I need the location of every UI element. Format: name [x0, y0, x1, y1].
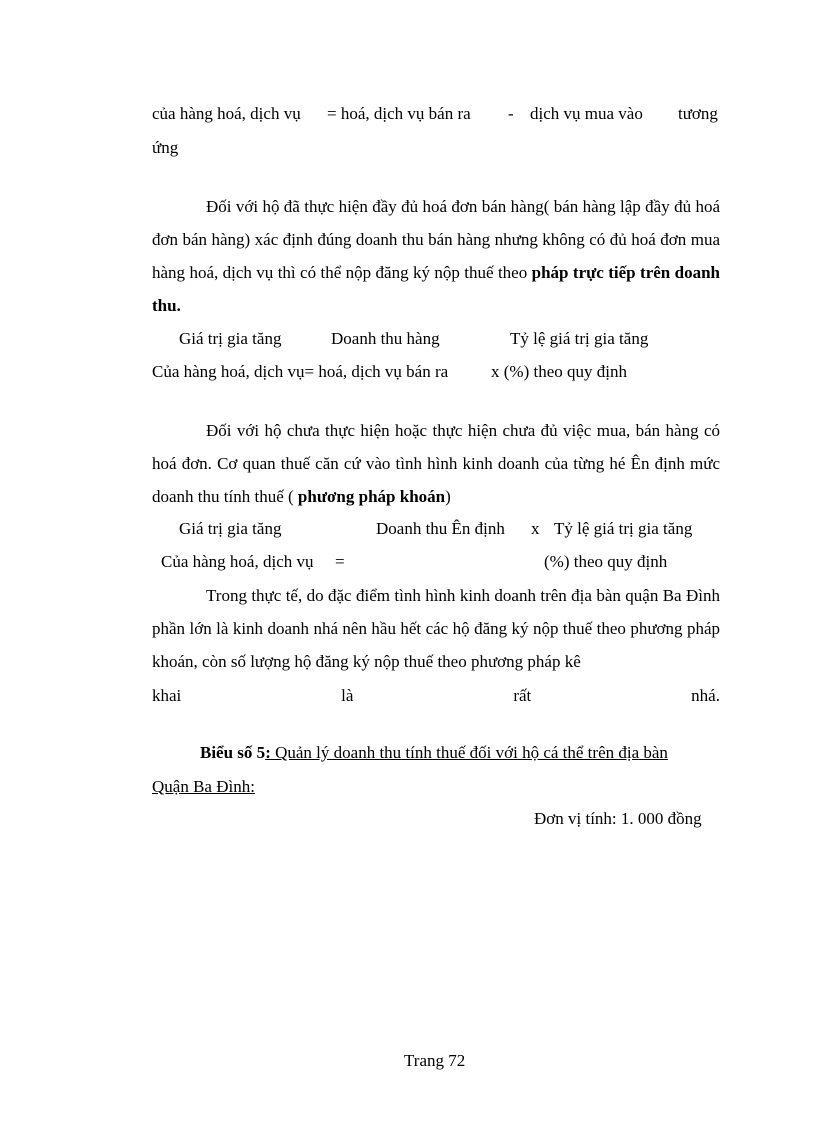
formula1-term: Doanh thu hàng	[331, 329, 440, 348]
paragraph-bold-text: pháp trực tiếp trên doanh thu.	[152, 263, 721, 315]
paragraph-lump-sum	[152, 414, 720, 513]
word: nhá.	[691, 686, 720, 705]
caption-text: Quản lý doanh thu tính thuế đối với hộ cá thể trên địa bàn	[270, 743, 668, 762]
paragraph-last-line	[152, 686, 720, 706]
formula1-term: Tỷ lệ giá trị gia tăng	[510, 329, 649, 348]
paragraph-bold-text: phương pháp khoán	[297, 487, 446, 506]
formula2-term: Doanh thu Ên định	[376, 519, 505, 538]
formula1-term: x (%) theo quy định	[491, 362, 627, 381]
formula-term: dịch vụ mua vào	[530, 104, 643, 123]
formula-term: tương	[678, 104, 718, 123]
caption-line2: Quận Ba Đình:	[152, 777, 255, 796]
formula-term: ứng	[152, 138, 179, 157]
word: rất	[513, 686, 532, 705]
formula-line-continued	[152, 104, 301, 124]
formula2-operator: x	[531, 519, 540, 538]
formula2-term: Tỷ lệ giá trị gia tăng	[554, 519, 693, 538]
paragraph-text: Trong thực tế, do đặc điểm tình hình kinh doanh trên địa bàn quận Ba Đình phần lớn là kinh doanh nhá nên hầu hết các hộ đăng ký nộp thuế theo phương pháp khoán, còn số lượng hộ đăng ký nộp thuế theo phương pháp kê	[152, 586, 720, 671]
formula-term: = hoá, dịch vụ bán ra	[327, 104, 471, 123]
word: là	[341, 686, 354, 705]
paragraph-text: Đối với hộ chưa thực hiện hoặc thực hiện chưa đủ việc mua, bán hàng có hoá đơn. Cơ quan thuế căn cứ vào tình hình kinh doanh của từng hé Ên định mức doanh thu tính thuế (	[152, 421, 720, 506]
formula-term: của hàng hoá, dịch vụ	[152, 104, 301, 123]
formula1-term: Của hàng hoá, dịch vụ= hoá, dịch vụ bán ra	[152, 362, 449, 381]
formula2-term: Của hàng hoá, dịch vụ	[161, 552, 314, 571]
formula-operator: -	[508, 104, 514, 123]
page-number: Trang 72	[404, 1051, 466, 1070]
formula2-operator: =	[335, 552, 345, 571]
word: khai	[152, 686, 182, 705]
caption-colon: :	[265, 743, 271, 762]
table-caption	[200, 743, 668, 763]
paragraph-reality	[152, 579, 720, 678]
paragraph-text: Đối với hộ đã thực hiện đầy đủ hoá đơn bán hàng( bán hàng lập đầy đủ hoá đơn bán hàng) xác định đúng doanh thu bán hàng nhưng không có đủ hoá đơn mua hàng hoá, dịch vụ thì có thể nộp đăng ký nộp thuế theo	[152, 197, 720, 282]
paragraph-full-invoice	[152, 190, 720, 322]
caption-label: Biểu số 5	[200, 743, 266, 762]
formula2-term: Giá trị gia tăng	[179, 519, 282, 538]
formula2-term: (%) theo quy định	[544, 552, 668, 571]
paragraph-text-end: )	[445, 487, 451, 506]
unit-label: Đơn vị tính: 1. 000 đồng	[534, 809, 702, 828]
formula1-term: Giá trị gia tăng	[179, 329, 282, 348]
